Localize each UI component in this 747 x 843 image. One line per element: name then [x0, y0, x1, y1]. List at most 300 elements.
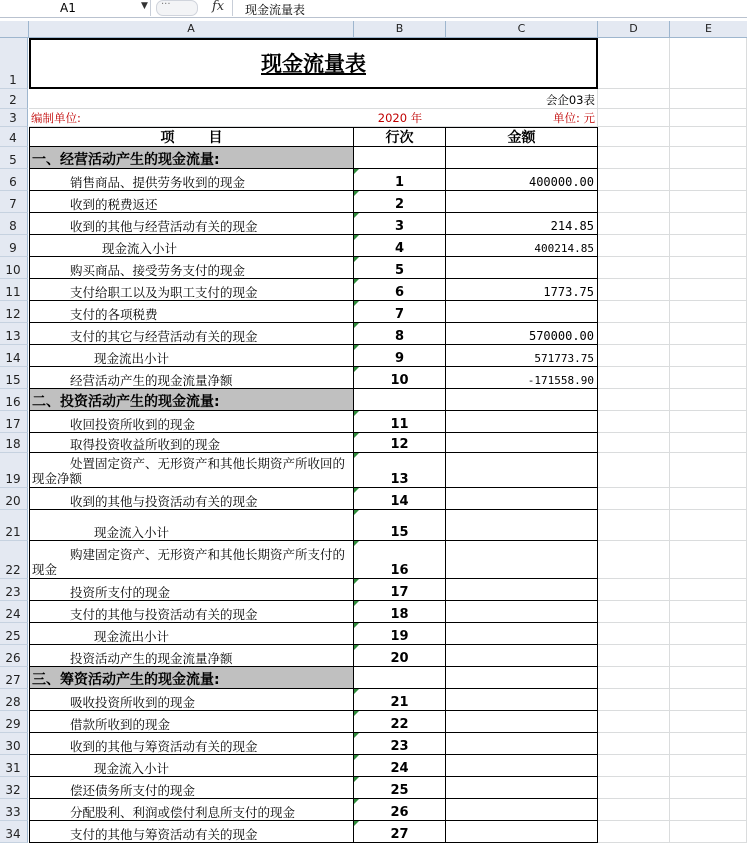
item-cell[interactable]: [29, 453, 354, 488]
item-label: 收到的税费返还: [70, 197, 158, 212]
column-header-a[interactable]: A: [29, 21, 354, 38]
row-header[interactable]: 12: [0, 301, 28, 323]
row-header[interactable]: 11: [0, 279, 28, 301]
row-header[interactable]: 2: [0, 89, 28, 109]
item-label: 现金流入小计: [94, 525, 170, 540]
amount-cell[interactable]: [446, 345, 598, 367]
empty-cell[interactable]: [598, 389, 670, 411]
row-header[interactable]: 16: [0, 389, 28, 411]
line-number: 27: [390, 827, 409, 842]
cell-reference: A1: [60, 1, 76, 15]
section-row: [29, 389, 747, 411]
line-number: 2: [394, 197, 405, 212]
line-number-cell[interactable]: [354, 147, 446, 169]
amount-cell[interactable]: [446, 689, 598, 711]
select-all-corner[interactable]: [0, 21, 29, 38]
amount-cell[interactable]: [446, 755, 598, 777]
empty-cell[interactable]: [670, 777, 747, 799]
table-row: [29, 623, 747, 645]
table-row: [29, 323, 747, 345]
amount-value: 571773.75: [534, 352, 594, 365]
empty-cell[interactable]: [670, 510, 747, 541]
item-label: 二、投资活动产生的现金流量:: [32, 394, 220, 410]
amount-cell[interactable]: [446, 799, 598, 821]
empty-cell[interactable]: [598, 191, 670, 213]
row-header[interactable]: 8: [0, 213, 28, 235]
line-number-cell[interactable]: [354, 711, 446, 733]
table-row: [29, 755, 747, 777]
cell-b3[interactable]: [354, 109, 446, 127]
empty-cell[interactable]: [670, 301, 747, 323]
empty-cell[interactable]: [598, 623, 670, 645]
row-header[interactable]: 4: [0, 127, 28, 147]
row-header[interactable]: 31: [0, 755, 28, 777]
cell-a3[interactable]: [29, 109, 354, 127]
item-cell[interactable]: [29, 191, 354, 213]
header-item-cell[interactable]: [29, 127, 354, 147]
row-header[interactable]: 25: [0, 623, 28, 645]
row-header[interactable]: 1: [0, 38, 28, 89]
row-header[interactable]: 18: [0, 433, 28, 453]
item-cell[interactable]: [29, 345, 354, 367]
amount-cell[interactable]: [446, 389, 598, 411]
row-header[interactable]: 29: [0, 711, 28, 733]
table-row: [29, 279, 747, 301]
item-label: 借款所收到的现金: [70, 717, 171, 732]
item-label: 支付的其他与筹资活动有关的现金: [70, 827, 258, 842]
item-cell[interactable]: [29, 433, 354, 453]
cell-a2[interactable]: [29, 89, 598, 109]
item-label: 吸收投资所收到的现金: [70, 695, 196, 710]
line-number-cell[interactable]: [354, 235, 446, 257]
empty-cell[interactable]: [670, 213, 747, 235]
empty-cell[interactable]: [670, 755, 747, 777]
line-number-cell[interactable]: [354, 733, 446, 755]
row-header[interactable]: 27: [0, 667, 28, 689]
row-header[interactable]: 10: [0, 257, 28, 279]
form-code: 会企03表: [545, 93, 595, 107]
row-header[interactable]: 28: [0, 689, 28, 711]
line-number: 24: [390, 761, 409, 776]
empty-cell[interactable]: [598, 323, 670, 345]
line-number-cell[interactable]: [354, 433, 446, 453]
item-label: 投资所支付的现金: [70, 585, 171, 600]
empty-cell[interactable]: [598, 453, 670, 488]
section-row: [29, 667, 747, 689]
empty-cell[interactable]: [598, 579, 670, 601]
header-amount-cell[interactable]: [446, 127, 598, 147]
row-header[interactable]: 13: [0, 323, 28, 345]
item-cell[interactable]: [29, 645, 354, 667]
line-number: 23: [390, 739, 409, 754]
line-number: 14: [390, 494, 409, 509]
line-number: 4: [394, 241, 405, 256]
empty-cell[interactable]: [670, 323, 747, 345]
item-cell[interactable]: [29, 601, 354, 623]
header-item: 项 目: [160, 130, 223, 146]
item-label: 购建固定资产、无形资产和其他长期资产所支付的现金: [32, 547, 346, 577]
table-row: [29, 453, 747, 488]
amount-cell[interactable]: [446, 601, 598, 623]
amount-cell[interactable]: [446, 279, 598, 301]
empty-cell[interactable]: [598, 367, 670, 389]
amount-cell[interactable]: [446, 541, 598, 579]
empty-cell[interactable]: [598, 257, 670, 279]
empty-cell[interactable]: [670, 711, 747, 733]
item-cell[interactable]: [29, 323, 354, 345]
item-label: 支付的其它与经营活动有关的现金: [70, 329, 258, 344]
item-cell[interactable]: [29, 147, 354, 169]
empty-cell[interactable]: [598, 169, 670, 191]
formula-content: 现金流量表: [245, 3, 306, 17]
amount-cell[interactable]: [446, 623, 598, 645]
line-number-cell[interactable]: [354, 488, 446, 510]
empty-cell[interactable]: [670, 279, 747, 301]
table-row: [29, 301, 747, 323]
item-cell[interactable]: [29, 235, 354, 257]
cell-e3[interactable]: [670, 109, 747, 127]
chevron-down-icon[interactable]: ▼: [141, 1, 148, 11]
item-label: 收回投资所收到的现金: [70, 417, 196, 432]
table-row: [29, 733, 747, 755]
line-number: 22: [390, 717, 409, 732]
amount-cell[interactable]: [446, 777, 598, 799]
empty-cell[interactable]: [598, 488, 670, 510]
formula-input[interactable]: [232, 0, 747, 16]
empty-cell[interactable]: [598, 411, 670, 433]
amount-value: 1773.75: [543, 285, 594, 299]
row-header[interactable]: 5: [0, 147, 28, 169]
line-number-cell[interactable]: [354, 623, 446, 645]
amount-cell[interactable]: [446, 301, 598, 323]
empty-cell[interactable]: [598, 711, 670, 733]
row-header[interactable]: 24: [0, 601, 28, 623]
amount-cell[interactable]: [446, 488, 598, 510]
amount-value: -171558.90: [527, 374, 594, 387]
line-number-cell[interactable]: [354, 191, 446, 213]
item-label: 现金流出小计: [94, 629, 170, 644]
table-row: [29, 169, 747, 191]
empty-cell[interactable]: [670, 367, 747, 389]
year-label: 2020 年: [377, 111, 423, 125]
amount-cell[interactable]: [446, 213, 598, 235]
item-label: 三、筹资活动产生的现金流量:: [32, 672, 220, 688]
table-row: [29, 488, 747, 510]
title-row: [29, 38, 747, 89]
empty-cell[interactable]: [598, 755, 670, 777]
line-number-cell[interactable]: [354, 689, 446, 711]
line-number-cell[interactable]: [354, 777, 446, 799]
amount-cell[interactable]: [446, 433, 598, 453]
table-row: [29, 645, 747, 667]
line-number-cell[interactable]: [354, 411, 446, 433]
sheet-title: 现金流量表: [261, 52, 366, 76]
empty-cell[interactable]: [598, 645, 670, 667]
table-row: [29, 191, 747, 213]
empty-cell[interactable]: [670, 191, 747, 213]
table-row: [29, 213, 747, 235]
item-cell[interactable]: [29, 733, 354, 755]
amount-value: 570000.00: [528, 329, 594, 343]
header-line-cell[interactable]: [354, 127, 446, 147]
name-box[interactable]: [0, 0, 151, 16]
item-label: 支付的各项税费: [70, 307, 158, 322]
table-row: [29, 799, 747, 821]
item-cell[interactable]: [29, 488, 354, 510]
cell-c3[interactable]: [446, 109, 598, 127]
table-row: [29, 345, 747, 367]
line-number: 20: [390, 651, 409, 666]
empty-cell[interactable]: [670, 488, 747, 510]
item-cell[interactable]: [29, 623, 354, 645]
item-label: 经营活动产生的现金流量净额: [70, 373, 233, 388]
amount-value: 400000.00: [528, 175, 594, 189]
line-number-cell[interactable]: [354, 579, 446, 601]
item-cell[interactable]: [29, 711, 354, 733]
empty-cell[interactable]: [670, 601, 747, 623]
line-number-cell[interactable]: [354, 279, 446, 301]
line-number-cell[interactable]: [354, 367, 446, 389]
column-header-b[interactable]: B: [354, 21, 446, 38]
item-label: 收到的其他与经营活动有关的现金: [70, 219, 258, 234]
row-header[interactable]: 30: [0, 733, 28, 755]
row-header[interactable]: 26: [0, 645, 28, 667]
line-number: 25: [390, 783, 409, 798]
empty-cell[interactable]: [598, 433, 670, 453]
cell-e1[interactable]: [670, 38, 747, 89]
amount-cell[interactable]: [446, 453, 598, 488]
formula-bar-handle[interactable]: [156, 0, 198, 16]
empty-cell[interactable]: [670, 667, 747, 689]
table-header-row: [29, 127, 747, 147]
line-number: 15: [390, 525, 409, 540]
unit-label: 单位: 元: [552, 111, 595, 125]
empty-cell[interactable]: [670, 147, 747, 169]
item-cell[interactable]: [29, 389, 354, 411]
line-number-cell[interactable]: [354, 323, 446, 345]
line-number-cell[interactable]: [354, 257, 446, 279]
empty-cell[interactable]: [670, 799, 747, 821]
item-label: 处置固定资产、无形资产和其他长期资产所收回的现金净额: [32, 456, 346, 486]
item-label: 支付给职工以及为职工支付的现金: [70, 285, 258, 300]
empty-cell[interactable]: [670, 235, 747, 257]
empty-cell[interactable]: [670, 623, 747, 645]
title-cell[interactable]: [29, 38, 598, 89]
table-row: [29, 579, 747, 601]
column-header-c[interactable]: C: [446, 21, 598, 38]
empty-cell[interactable]: [598, 279, 670, 301]
item-cell[interactable]: [29, 755, 354, 777]
item-label: 投资活动产生的现金流量净额: [70, 651, 233, 666]
line-number: 19: [390, 629, 409, 644]
line-number: 16: [390, 563, 409, 578]
item-label: 销售商品、提供劳务收到的现金: [70, 175, 246, 190]
item-cell[interactable]: [29, 257, 354, 279]
empty-cell[interactable]: [670, 689, 747, 711]
item-cell[interactable]: [29, 667, 354, 689]
amount-cell[interactable]: [446, 257, 598, 279]
empty-cell[interactable]: [670, 257, 747, 279]
empty-cell[interactable]: [598, 777, 670, 799]
item-cell[interactable]: [29, 279, 354, 301]
empty-cell[interactable]: [670, 433, 747, 453]
empty-cell[interactable]: [598, 667, 670, 689]
amount-cell[interactable]: [446, 191, 598, 213]
amount-cell[interactable]: [446, 169, 598, 191]
row-header[interactable]: 22: [0, 541, 28, 579]
row-header[interactable]: 23: [0, 579, 28, 601]
header-amount: 金额: [507, 130, 536, 146]
empty-cell[interactable]: [670, 411, 747, 433]
table-row: [29, 541, 747, 579]
line-number-cell[interactable]: [354, 510, 446, 541]
item-cell[interactable]: [29, 169, 354, 191]
table-row: [29, 367, 747, 389]
line-number-cell[interactable]: [354, 301, 446, 323]
item-label: 收到的其他与投资活动有关的现金: [70, 494, 258, 509]
cell-d4[interactable]: [598, 127, 670, 147]
more-icon: ···: [161, 0, 171, 10]
amount-cell[interactable]: [446, 510, 598, 541]
item-cell[interactable]: [29, 777, 354, 799]
line-number: 13: [390, 472, 409, 487]
cell-e2[interactable]: [670, 89, 747, 109]
empty-cell[interactable]: [598, 147, 670, 169]
amount-cell[interactable]: [446, 147, 598, 169]
form-code-row: [29, 89, 747, 109]
row-header[interactable]: 19: [0, 453, 28, 488]
row-header[interactable]: 32: [0, 777, 28, 799]
row-header[interactable]: 14: [0, 345, 28, 367]
table-row: [29, 711, 747, 733]
column-header-e[interactable]: E: [670, 21, 747, 38]
item-label: 购买商品、接受劳务支付的现金: [70, 263, 246, 278]
empty-cell[interactable]: [670, 733, 747, 755]
line-number-cell[interactable]: [354, 645, 446, 667]
item-label: 现金流出小计: [94, 351, 170, 366]
row-header[interactable]: 6: [0, 169, 28, 191]
empty-cell[interactable]: [670, 169, 747, 191]
line-number: 3: [394, 219, 405, 234]
empty-cell[interactable]: [670, 579, 747, 601]
line-number-cell[interactable]: [354, 345, 446, 367]
row-header[interactable]: 3: [0, 109, 28, 127]
row-header[interactable]: 7: [0, 191, 28, 213]
line-number-cell[interactable]: [354, 601, 446, 623]
item-cell[interactable]: [29, 301, 354, 323]
amount-cell[interactable]: [446, 411, 598, 433]
row-header[interactable]: 33: [0, 799, 28, 821]
empty-cell[interactable]: [598, 301, 670, 323]
empty-cell[interactable]: [598, 235, 670, 257]
item-cell[interactable]: [29, 689, 354, 711]
empty-cell[interactable]: [598, 213, 670, 235]
item-cell[interactable]: [29, 579, 354, 601]
empty-cell[interactable]: [670, 541, 747, 579]
item-cell[interactable]: [29, 213, 354, 235]
cell-d3[interactable]: [598, 109, 670, 127]
column-header-d[interactable]: D: [598, 21, 670, 38]
row-header[interactable]: 15: [0, 367, 28, 389]
cell-e4[interactable]: [670, 127, 747, 147]
item-cell[interactable]: [29, 799, 354, 821]
item-cell[interactable]: [29, 411, 354, 433]
empty-cell[interactable]: [670, 389, 747, 411]
line-number-cell[interactable]: [354, 799, 446, 821]
empty-cell[interactable]: [598, 799, 670, 821]
empty-cell[interactable]: [670, 821, 747, 843]
table-row: [29, 235, 747, 257]
item-cell[interactable]: [29, 510, 354, 541]
table-row: [29, 601, 747, 623]
table-row: [29, 821, 747, 843]
cell-d2[interactable]: [598, 89, 670, 109]
empty-cell[interactable]: [598, 733, 670, 755]
table-row: [29, 411, 747, 433]
line-number-cell[interactable]: [354, 821, 446, 843]
formula-bar: [0, 0, 747, 18]
row-header[interactable]: 20: [0, 488, 28, 510]
empty-cell[interactable]: [598, 601, 670, 623]
item-label: 分配股利、利润或偿付利息所支付的现金: [70, 805, 296, 820]
empty-cell[interactable]: [670, 345, 747, 367]
line-number-cell[interactable]: [354, 453, 446, 488]
amount-cell[interactable]: [446, 645, 598, 667]
amount-cell[interactable]: [446, 667, 598, 689]
line-number-cell[interactable]: [354, 213, 446, 235]
row-header[interactable]: 9: [0, 235, 28, 257]
item-label: 支付的其他与投资活动有关的现金: [70, 607, 258, 622]
amount-cell[interactable]: [446, 711, 598, 733]
amount-cell[interactable]: [446, 733, 598, 755]
item-label: 取得投资收益所收到的现金: [70, 437, 221, 452]
line-number-cell[interactable]: [354, 169, 446, 191]
amount-cell[interactable]: [446, 235, 598, 257]
row-header[interactable]: 34: [0, 821, 28, 843]
item-cell[interactable]: [29, 541, 354, 579]
table-row: [29, 257, 747, 279]
row-header[interactable]: 17: [0, 411, 28, 433]
empty-cell[interactable]: [598, 689, 670, 711]
empty-cell[interactable]: [670, 453, 747, 488]
amount-cell[interactable]: [446, 579, 598, 601]
line-number-cell[interactable]: [354, 541, 446, 579]
empty-cell[interactable]: [598, 510, 670, 541]
amount-cell[interactable]: [446, 367, 598, 389]
line-number: 11: [390, 417, 409, 432]
prepared-by-label: 编制单位:: [31, 111, 81, 125]
function-icon[interactable]: fx: [212, 0, 225, 14]
empty-cell[interactable]: [598, 541, 670, 579]
empty-cell[interactable]: [598, 345, 670, 367]
table-row: [29, 433, 747, 453]
amount-cell[interactable]: [446, 323, 598, 345]
item-cell[interactable]: [29, 367, 354, 389]
row-header[interactable]: 21: [0, 510, 28, 541]
item-cell[interactable]: [29, 821, 354, 843]
line-number-cell[interactable]: [354, 667, 446, 689]
line-number: 26: [390, 805, 409, 820]
amount-cell[interactable]: [446, 821, 598, 843]
line-number-cell[interactable]: [354, 389, 446, 411]
line-number-cell[interactable]: [354, 755, 446, 777]
empty-cell[interactable]: [670, 645, 747, 667]
empty-cell[interactable]: [598, 821, 670, 843]
cell-d1[interactable]: [598, 38, 670, 89]
item-label: 现金流入小计: [94, 761, 170, 776]
line-number: 10: [390, 373, 409, 388]
item-label: 一、经营活动产生的现金流量:: [32, 152, 220, 168]
